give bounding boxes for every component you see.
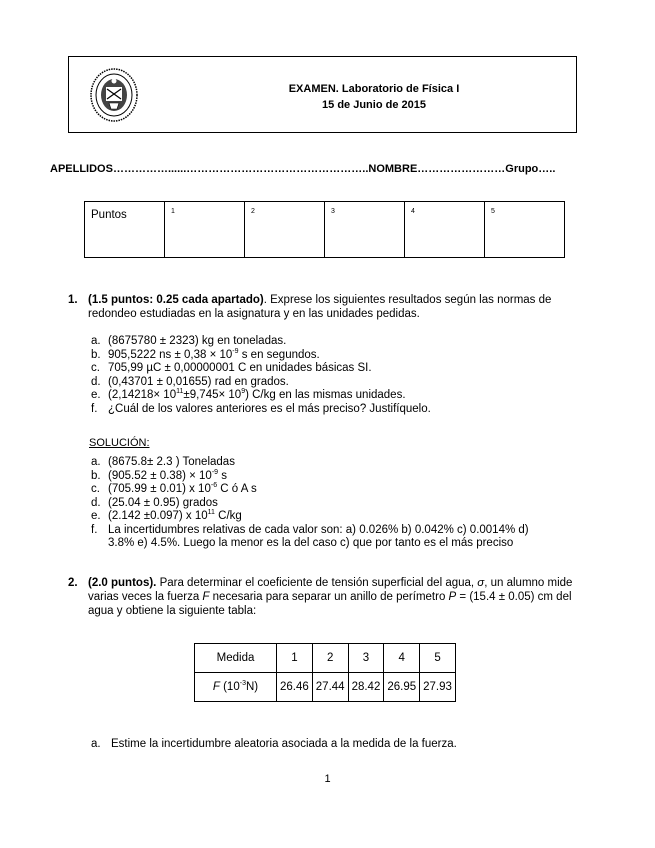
points-cell-4[interactable]: 4 [405,202,485,258]
question-2-number: 2. [68,577,78,589]
exam-title-line1: EXAMEN. Laboratorio de Física I [288,83,460,95]
question-2 [68,576,588,618]
table-row [195,673,456,702]
table-cell: 27.93 [420,673,456,702]
list-item: c. (705.99 ± 0.01) x $10^{-6}$ C ó A s [91,482,257,495]
university-seal-icon [89,67,139,123]
list-item: d. (0,43701 ± 0,01655) rad en grados. [91,375,289,388]
header-box [68,56,577,133]
table-cell: 3 [348,644,384,673]
points-cell-1[interactable]: 1 [165,202,245,258]
solution-title: SOLUCIÓN: [89,437,150,449]
table-cell: 28.42 [348,673,384,702]
list-item: f. ¿Cuál de los valores anteriores es el más preciso? Justifíquelo. [91,402,431,415]
table-row [195,644,456,673]
list-item: c. 705,99 µC ± 0,00000001 C en unidades básicas SI. [91,362,372,374]
question-2-text: (2.0 puntos). Para determinar el coeficiente de tensión superficial del agua, σ, un alumno mide varias veces la fuerza F necesaria para separar un anillo de perímetro P = (15.4 ± 0.05) cm del agua y obtiene la siguiente tabla: [88,577,573,617]
list-item: e. (2.142 ±0.097) x $10^{11}$ C/kg [91,509,242,522]
points-cell-3[interactable]: 3 [325,202,405,258]
list-item: b. 905,5222 ns ± $0,38 \times 10^{-9}$ s en segundos. [91,347,320,361]
list-item: d. (25.04 ± 0.95) grados [91,496,218,509]
points-cell-2[interactable]: 2 [245,202,325,258]
page-number: 1 [324,773,331,785]
question-1-text [88,293,588,321]
list-item: f. La incertidumbres relativas de cada valor son: a) 0.026% b) 0.042% c) 0.0014% d) 3.8% e) 4.5%. Luego la menor es la del caso c) que por tanto es el más preciso [91,523,529,549]
list-item: e. $(2,14218\times 10^{11}\pm 9,745\times 10^9)$ C/kg en las mismas unidades. [91,388,406,401]
points-label: Puntos [85,202,165,258]
table-header-force: F $(10^{-3}N)$ [195,673,277,702]
table-cell: 1 [277,644,313,673]
exam-date: 15 de Junio de 2015 [322,99,426,111]
question-1-statement: . Exprese los siguientes resultados según las normas de redondeo estudiadas en la asignatura y en las unidades pedidas. [88,294,552,320]
question-1 [68,293,588,321]
question-1-points: (1.5 puntos: 0.25 cada apartado) [88,294,264,306]
list-item: a. (8675780 ± 2323) kg en toneladas. [91,335,287,347]
list-item: b. $(905.52 \pm 0.38) \times 10^{-9}$ s [91,468,228,482]
table-cell: 5 [420,644,456,673]
question-1-items [91,335,578,416]
table-cell: 27.44 [312,673,348,702]
exam-title [219,81,529,113]
question-2a: a. Estime la incertidumbre aleatoria asociada a la medida de la fuerza. [91,738,457,750]
table-cell: 4 [384,644,420,673]
solution-items [91,456,578,551]
points-cell-5[interactable]: 5 [485,202,565,258]
table-cell: 2 [312,644,348,673]
question-2a-text: Estime la incertidumbre aleatoria asociada a la medida de la fuerza. [111,738,457,750]
question-1-number: 1. [68,294,78,306]
list-item: a. (8675.8± 2.3 ) Toneladas [91,456,235,468]
student-info-line: APELLIDOS……………......…………………………………………..NOMBRE……………………Grupo….. [50,163,556,175]
table-cell: 26.46 [277,673,313,702]
table-cell: 26.95 [384,673,420,702]
points-table [84,201,565,258]
table-header-measure: Medida [195,644,277,673]
force-data-table [194,643,456,702]
